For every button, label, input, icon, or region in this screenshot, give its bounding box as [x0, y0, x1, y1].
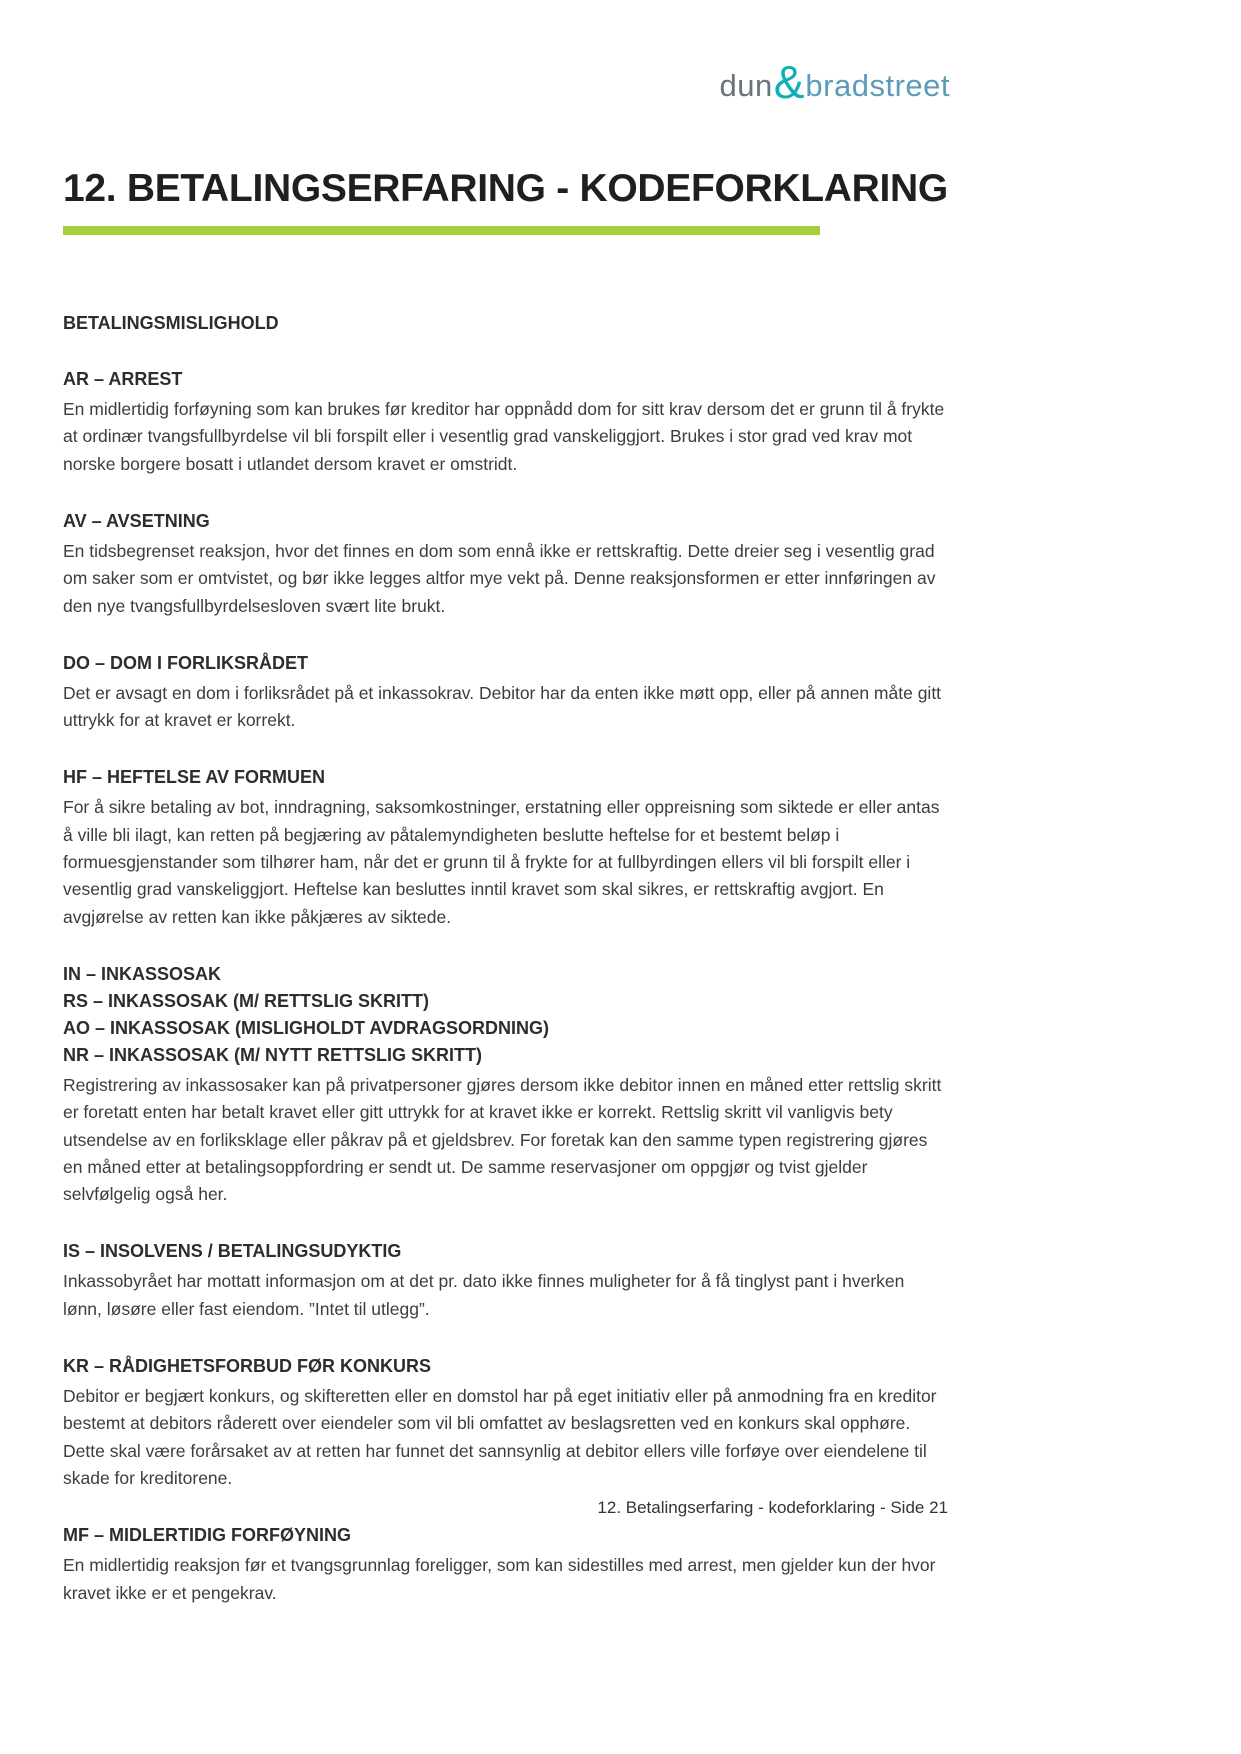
section	[63, 1353, 948, 1492]
section-body: En tidsbegrenset reaksjon, hvor det finnes en dom som ennå ikke er rettskraftig. Dette dreier seg i vesentlig grad om saker som er omtvistet, og bør ikke legges altfor mye vekt på. Denne reaksjonsformen er etter innføringen av den nye tvangsfullbyrdelsesloven svært lite brukt.	[63, 540, 936, 616]
section	[63, 961, 948, 1208]
dun-and-bradstreet-logo	[719, 56, 951, 108]
title-accent-bar	[63, 226, 820, 235]
section-heading: AR – ARREST	[63, 369, 183, 390]
section-body: Registrering av inkassosaker kan på privatpersoner gjøres dersom ikke debitor innen en måned etter rettslig skritt er foretatt enten har betalt kravet eller gitt uttrykk for at kravet ikke er korrekt. Rettslig skritt vil vanligvis bety utsendelse av en forliksklage eller påkrav på et gjeldsbrev. For foretak kan den samme typen registrering gjøres en måned etter at betalingsoppfordring er sendt ut. De samme reservasjoner om oppgjør og tvist gjelder selvfølgelig også her.	[63, 1074, 942, 1205]
logo-word-dun: dun	[719, 67, 773, 103]
section-body: En midlertidig reaksjon før et tvangsgrunnlag foreligger, som kan sidestilles med arrest, men gjelder kun der hvor kravet ikke er et pengekrav.	[63, 1555, 936, 1603]
category-heading: BETALINGSMISLIGHOLD	[63, 312, 279, 333]
section-heading: RS – INKASSOSAK (M/ RETTSLIG SKRITT)	[63, 990, 430, 1011]
section-body: En midlertidig forføyning som kan brukes før kreditor har oppnådd dom for sitt krav dersom det er grunn til å frykte at ordinær tvangsfullbyrdelse vil bli forspilt eller i vesentlig grad vanskeliggjort. Brukes i stor grad ved krav mot norske borgere bosatt i utlandet dersom kravet er omstridt.	[63, 399, 945, 474]
logo-word-bradstreet: bradstreet	[805, 67, 950, 103]
section-heading: NR – INKASSOSAK (M/ NYTT RETTSLIG SKRITT)	[63, 1044, 483, 1065]
section	[63, 650, 948, 735]
section-body: Inkassobyrået har mottatt informasjon om at det pr. dato ikke finnes muligheter for å få tinglyst pant i hverken lønn, løsøre eller fast eiendom. ”Intet til utlegg”.	[63, 1271, 905, 1319]
section	[63, 764, 948, 930]
section-heading: IN – INKASSOSAK	[63, 963, 222, 984]
section	[63, 1522, 948, 1607]
ampersand-icon: &	[773, 56, 805, 108]
section-heading: AO – INKASSOSAK (MISLIGHOLDT AVDRAGSORDNING)	[63, 1017, 550, 1038]
section	[63, 1238, 948, 1323]
section-heading: HF – HEFTELSE AV FORMUEN	[63, 767, 326, 788]
page-footer: 12. Betalingserfaring - kodeforklaring - Side 21	[597, 1498, 948, 1517]
section-body: Det er avsagt en dom i forliksrådet på et inkassokrav. Debitor har da enten ikke møtt opp, eller på annen måte gitt uttrykk for at kravet er korrekt.	[63, 682, 942, 731]
section-body: For å sikre betaling av bot, inndragning, saksomkostninger, erstatning eller oppreisning som siktede er eller antas å ville bli ilagt, kan retten på begjæring av påtalemyndigheten beslutte heftelse for et bestemt beløp i formuesgjenstander som tilhører ham, når det er grunn til å frykte for at fullbyrdingen ellers vil bli forspilt eller i vesentlig grad vanskeliggjort. Heftelse kan besluttes inntil kravet som skal sikres, er rettskraftig avgjort. En avgjørelse av retten kan ikke påkjæres av siktede.	[63, 797, 940, 927]
section-heading: IS – INSOLVENS / BETALINGSUDYKTIG	[63, 1241, 402, 1262]
document-content	[63, 168, 948, 1607]
section-heading: KR – RÅDIGHETSFORBUD FØR KONKURS	[63, 1356, 432, 1377]
page-title: 12. BETALINGSERFARING - KODEFORKLARING	[63, 167, 948, 210]
section-heading: MF – MIDLERTIDIG FORFØYNING	[63, 1525, 351, 1546]
section	[63, 366, 948, 478]
section-heading: AV – AVSETNING	[63, 510, 210, 531]
section	[63, 508, 948, 620]
section-heading: DO – DOM I FORLIKSRÅDET	[63, 652, 309, 673]
section-body: Debitor er begjært konkurs, og skifteretten eller en domstol har på eget initiativ eller på anmodning fra en kreditor bestemt at debitors råderett over eiendeler som vil bli omfattet av beslagsretten ved en konkurs skal opphøre. Dette skal være forårsaket av at retten har funnet det sannsynlig at debitor ellers ville forføye over eiendelene til skade for kreditorene.	[63, 1386, 937, 1488]
sections	[63, 366, 948, 1607]
